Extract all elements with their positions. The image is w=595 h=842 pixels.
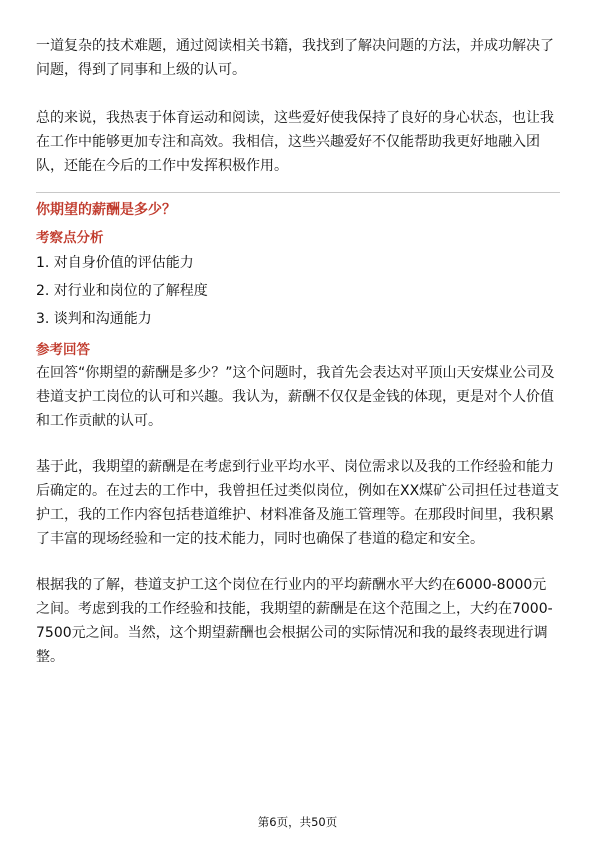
answer-paragraph: 基于此，我期望的薪酬是在考虑到行业平均水平、岗位需求以及我的工作经验和能力后确定的。在过去的工作中，我曾担任过类似岗位，例如在XX煤矿公司担任过巷道支护工，我的工作内容包括巷道维护、材料准备及施工管理等。在那段时间里，我积累了丰富的现场经验和一定的技术能力，同时也确保了巷道的稳定和安全。 (36, 459, 560, 547)
analysis-list (36, 249, 560, 333)
analysis-item: 1. 对自身价值的评估能力 (36, 255, 194, 271)
page-footer: 第6页，共50页 (257, 815, 338, 829)
analysis-item: 2. 对行业和岗位的了解程度 (36, 283, 208, 299)
section-divider (36, 192, 560, 193)
analysis-item: 3. 谈判和沟通能力 (36, 311, 152, 327)
question-title: 你期望的薪酬是多少？ (36, 202, 176, 218)
answer-paragraph: 在回答“你期望的薪酬是多少？”这个问题时，我首先会表达对平顶山天安煤业公司及巷道支护工岗位的认可和兴趣。我认为，薪酬不仅仅是金钱的体现，更是对个人价值和工作贡献的认可。 (36, 365, 555, 429)
page-content (36, 34, 560, 669)
paragraph-gap (36, 551, 560, 573)
paragraph-continued: 一道复杂的技术难题，通过阅读相关书籍，我找到了解决问题的方法，并成功解决了问题，得到了同事和上级的认可。 (36, 38, 554, 78)
paragraph-gap (36, 433, 560, 455)
answer-heading: 参考回答 (36, 342, 90, 358)
paragraph-summary: 总的来说，我热衷于体育运动和阅读，这些爱好使我保持了良好的身心状态，也让我在工作中能够更加专注和高效。我相信，这些兴趣爱好不仅能帮助我更好地融入团队，还能在今后的工作中发挥积极作用。 (36, 110, 554, 174)
answer-paragraph: 根据我的了解，巷道支护工这个岗位在行业内的平均薪酬水平大约在6000-8000元之间。考虑到我的工作经验和技能，我期望的薪酬是在这个范围之上，大约在7000-7500元之间。当然，这个期望薪酬也会根据公司的实际情况和我的最终表现进行调整。 (36, 577, 553, 665)
paragraph-gap (36, 82, 560, 106)
analysis-heading: 考察点分析 (36, 230, 104, 246)
